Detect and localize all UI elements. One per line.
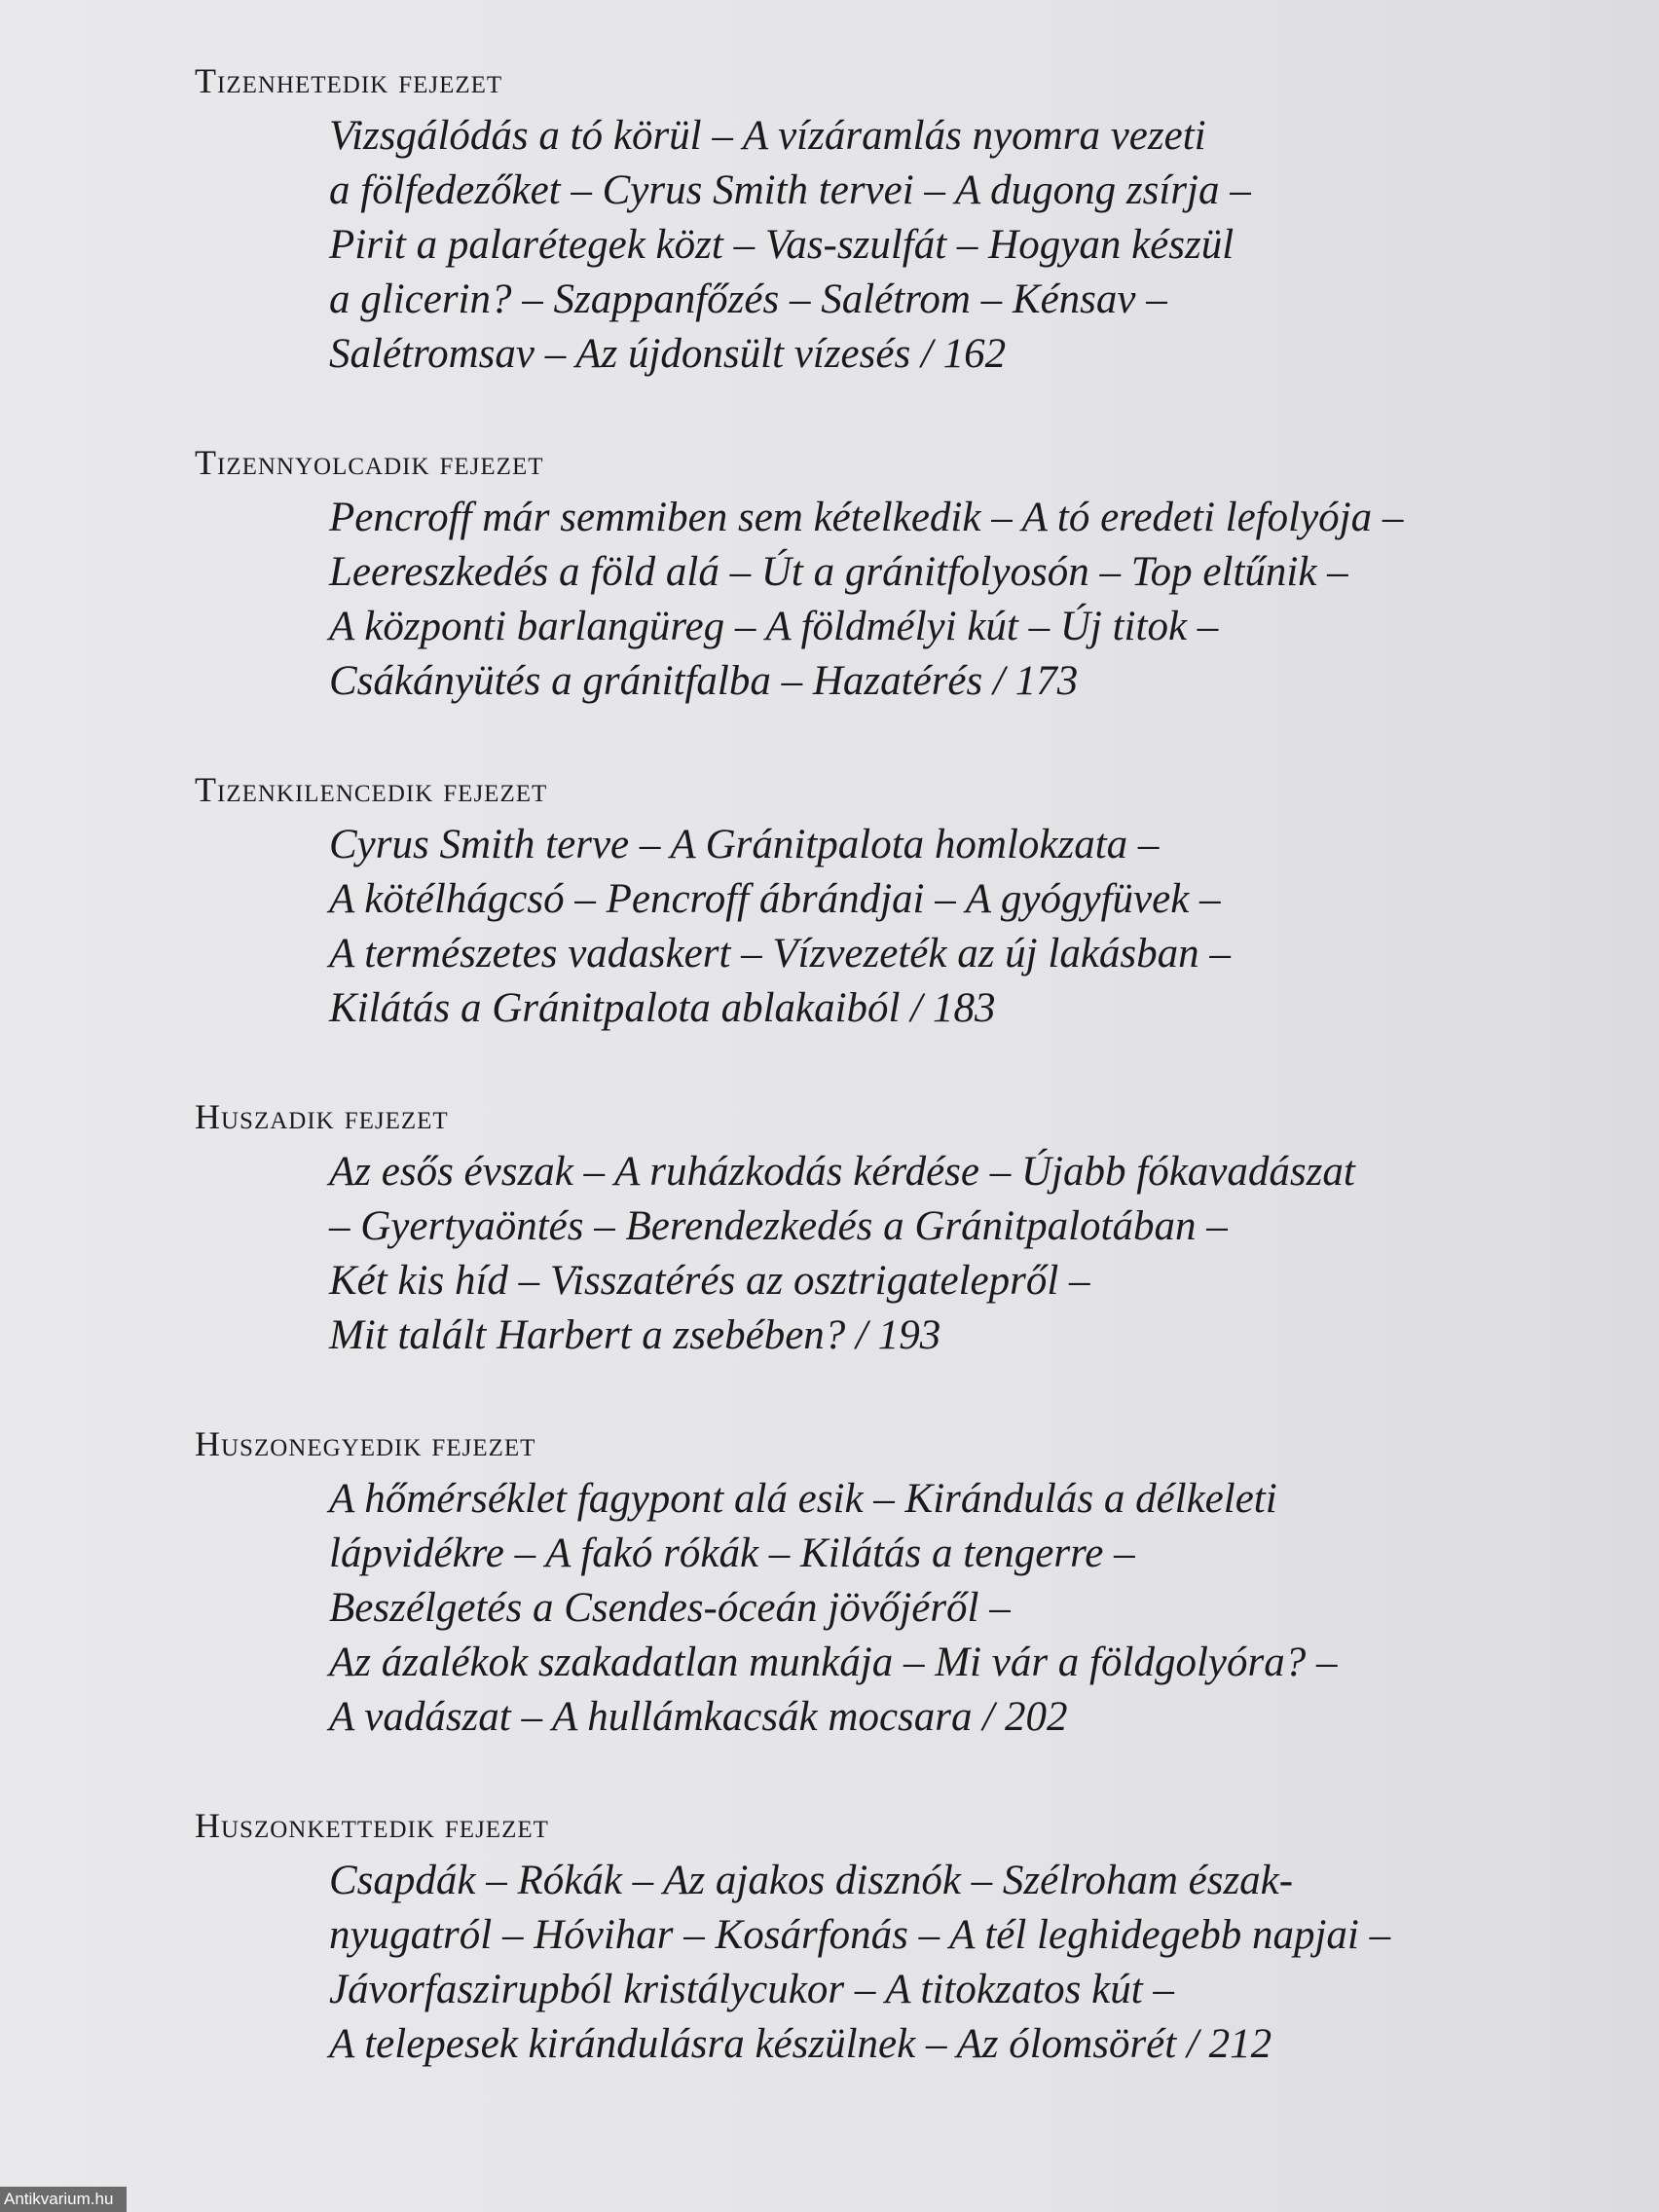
chapter-entry	[195, 1423, 1577, 1745]
watermark: Antikvarium.hu	[0, 2187, 127, 2212]
summary-line: Cyrus Smith terve – A Gránitpalota homlokzata –	[329, 822, 1160, 867]
chapter-summary	[329, 109, 1577, 382]
summary-line: Csákányütés a gránitfalba – Hazatérés / 173	[329, 658, 1079, 704]
chapter-entry	[195, 60, 1577, 382]
summary-line: Két kis híd – Visszatérés az osztrigatelepről –	[329, 1258, 1090, 1304]
summary-line: Pencroff már semmiben sem kételkedik – A tó eredeti lefolyója –	[329, 495, 1404, 540]
summary-line: A központi barlangüreg – A földmélyi kút – Új titok –	[329, 604, 1219, 649]
summary-line: A kötélhágcsó – Pencroff ábrándjai – A gyógyfüvek –	[329, 876, 1221, 922]
chapter-entry	[195, 442, 1577, 709]
chapter-entry	[195, 769, 1577, 1036]
summary-line: Vizsgálódás a tó körül – A vízáramlás nyomra vezeti	[329, 113, 1206, 159]
chapter-summary	[329, 491, 1577, 709]
summary-line: A telepesek kirándulásra készülnek – Az ólomsörét / 212	[329, 2021, 1272, 2067]
summary-line: Mit talált Harbert a zsebében? / 193	[329, 1312, 941, 1358]
chapter-title: Tizenkilencedik fejezet	[195, 770, 548, 809]
summary-line: Kilátás a Gránitpalota ablakaiból / 183	[329, 985, 996, 1031]
chapter-title: Huszonkettedik fejezet	[195, 1806, 549, 1845]
summary-line: Csapdák – Rókák – Az ajakos disznók – Szélroham észak-	[329, 1858, 1294, 1903]
summary-line: Leereszkedés a föld alá – Út a gránitfolyosón – Top eltűnik –	[329, 549, 1348, 595]
chapter-summary	[329, 1145, 1577, 1363]
summary-line: Az esős évszak – A ruházkodás kérdése – Újabb fókavadászat	[329, 1149, 1355, 1195]
summary-line: Salétromsav – Az újdonsült vízesés / 162	[329, 331, 1007, 377]
chapter-entry	[195, 1096, 1577, 1363]
summary-line: – Gyertyaöntés – Berendezkedés a Gránitpalotában –	[329, 1203, 1228, 1249]
chapter-title: Tizennyolcadik fejezet	[195, 443, 544, 482]
summary-line: lápvidékre – A fakó rókák – Kilátás a tengerre –	[329, 1530, 1135, 1576]
summary-line: Beszélgetés a Csendes-óceán jövőjéről –	[329, 1585, 1011, 1631]
summary-line: A vadászat – A hullámkacsák mocsara / 202	[329, 1694, 1068, 1740]
summary-line: A természetes vadaskert – Vízvezeték az új lakásban –	[329, 931, 1231, 977]
chapter-summary	[329, 818, 1577, 1036]
table-of-contents	[195, 60, 1577, 2132]
chapter-summary	[329, 1854, 1577, 2072]
summary-line: Jávorfaszirupból kristálycukor – A titokzatos kút –	[329, 1967, 1174, 2012]
chapter-summary	[329, 1472, 1577, 1745]
chapter-title: Tizenhetedik fejezet	[195, 61, 503, 100]
chapter-title: Huszadik fejezet	[195, 1097, 449, 1136]
summary-line: A hőmérséklet fagypont alá esik – Kirándulás a délkeleti	[329, 1476, 1277, 1522]
summary-line: Az ázalékok szakadatlan munkája – Mi vár a földgolyóra? –	[329, 1640, 1338, 1685]
summary-line: a glicerin? – Szappanfőzés – Salétrom – Kénsav –	[329, 276, 1167, 322]
summary-line: nyugatról – Hóvihar – Kosárfonás – A tél leghidegebb napjai –	[329, 1912, 1391, 1958]
chapter-entry	[195, 1805, 1577, 2072]
summary-line: a fölfedezőket – Cyrus Smith tervei – A dugong zsírja –	[329, 167, 1251, 213]
summary-line: Pirit a palarétegek közt – Vas-szulfát – Hogyan készül	[329, 222, 1235, 268]
chapter-title: Huszonegyedik fejezet	[195, 1424, 536, 1463]
